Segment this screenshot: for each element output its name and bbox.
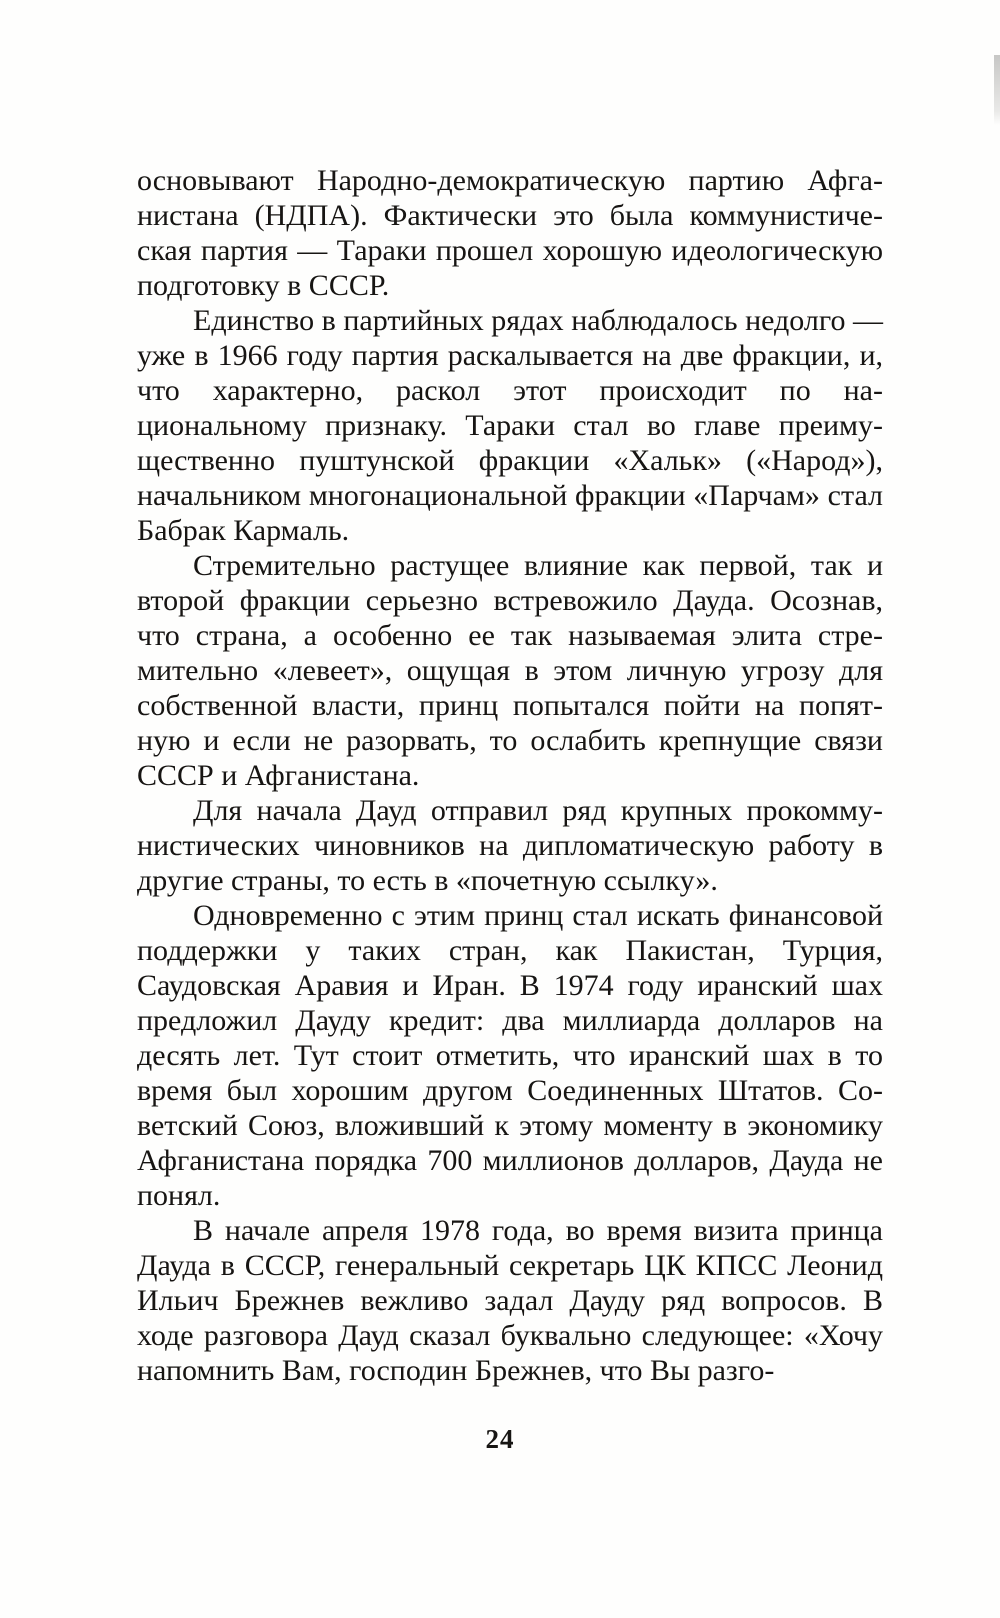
paragraph: В начале апреля 1978 года, во время визита принца Дауда в СССР, генеральный секретарь ЦК КПСС Леонид Ильич Брежнев вежливо задал Дауду ряд вопросов. В ходе разговора Дауд сказал буквально следующее: «Хочу напомнить Вам, господин Брежнев, что Вы разго-: [137, 1214, 883, 1387]
paragraph: Для начала Дауд отправил ряд крупных прокоммунистических чиновников на дипломатическую работу в другие страны, то есть в «почетную ссылку».: [137, 794, 883, 897]
paragraph: Стремительно растущее влияние как первой, так и второй фракции серьезно встревожило Дауда. Осознав, что страна, а особенно ее так называемая элита стремительно «левеет», ощущая в этом личную угрозу для собственной власти, принц попытался пойти на попятную и если не разорвать, то ослабить крепнущие связи СССР и Афганистана.: [137, 549, 883, 792]
paragraph: Единство в партийных рядах наблюдалось недолго — уже в 1966 году партия раскалывается на две фракции, и, что характерно, раскол этот происходит по национальному признаку. Тараки стал во главе преимущественно пуштунской фракции «Хальк» («Народ»), начальником многонациональной фракции «Парчам» стал Бабрак Кармаль.: [137, 304, 883, 547]
paragraph: Одновременно с этим принц стал искать финансовой поддержки у таких стран, как Пакистан, Турция, Саудовская Аравия и Иран. В 1974 году иранский шах предложил Дауду кредит: два миллиарда долларов на десять лет. Тут стоит отметить, что иранский шах в то время был хорошим другом Соединенных Штатов. Советский Союз, вложивший к этому моменту в экономику Афганистана порядка 700 миллионов долларов, Дауда не понял.: [137, 899, 883, 1212]
paragraph: основывают Народно-демократическую партию Афганистана (НДПА). Фактически это была коммунистическая партия — Тараки прошел хорошую идеологическую подготовку в СССР.: [137, 164, 883, 302]
body-text: [137, 163, 883, 1388]
page-number: 24: [485, 1424, 515, 1454]
scan-edge-artifact: [994, 55, 1000, 125]
